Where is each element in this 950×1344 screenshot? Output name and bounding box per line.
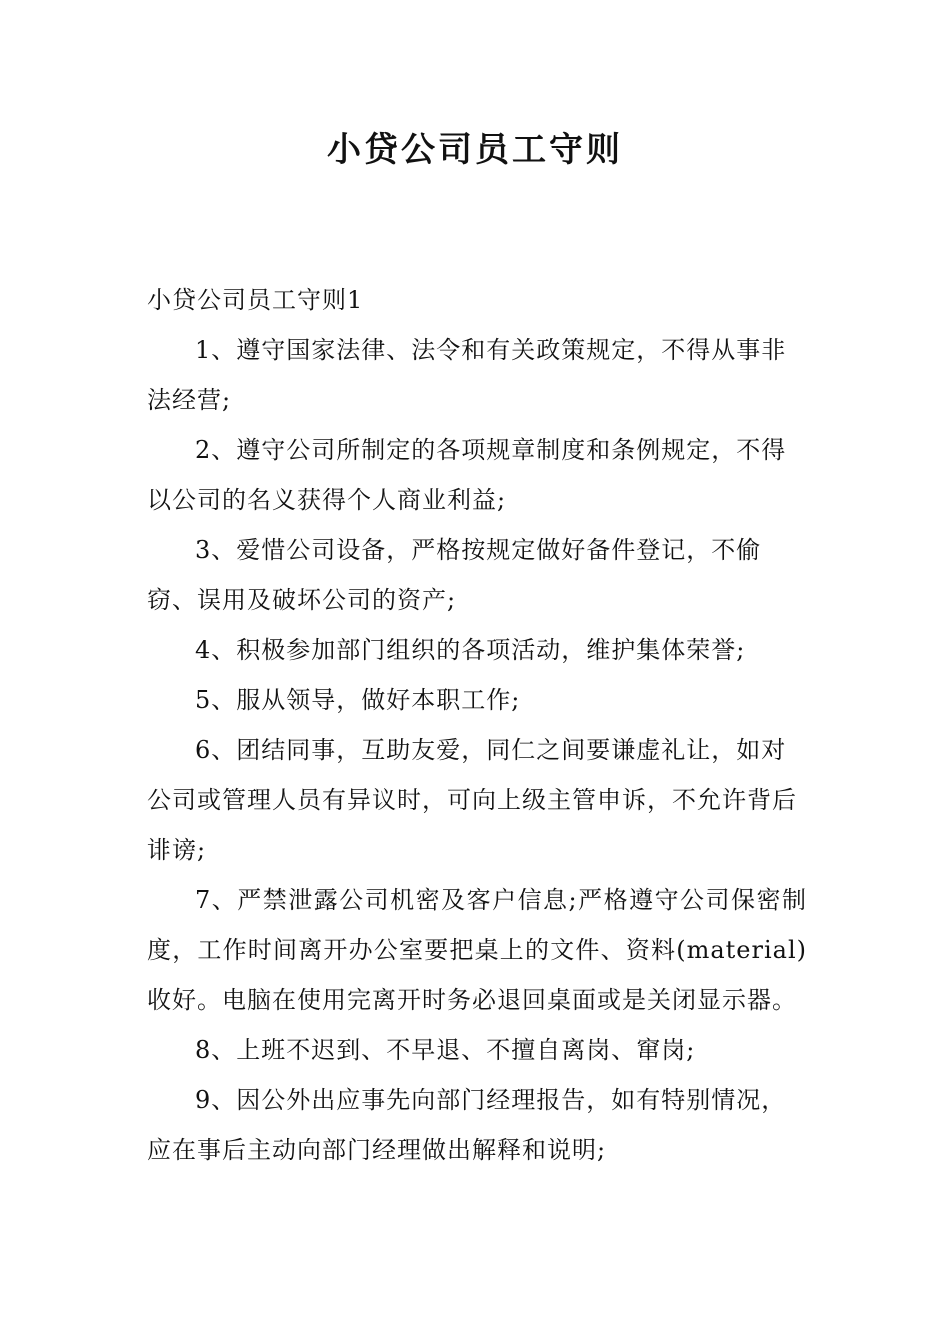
rule-item-4: 4、积极参加部门组织的各项活动，维护集体荣誉; [195,636,746,664]
rule-item-1: 1、遵守国家法律、法令和有关政策规定，不得从事非法经营; [147,336,787,414]
section-subheading: 小贷公司员工守则1 [147,286,364,314]
rule-item-5: 5、服从领导，做好本职工作; [195,686,521,714]
rule-item-7: 7、严禁泄露公司机密及客户信息;严格遵守公司保密制度，工作时间离开办公室要把桌上的文件、资料(material)收好。电脑在使用完离开时务必退回桌面或是关闭显示器。 [147,886,807,1014]
rule-item-2: 2、遵守公司所制定的各项规章制度和条例规定，不得以公司的名义获得个人商业利益; [147,436,787,514]
document-body [147,275,807,1175]
rule-item-9: 9、因公外出应事先向部门经理报告，如有特别情况，应在事后主动向部门经理做出解释和说明; [147,1086,787,1164]
document-title: 小贷公司员工守则 [327,130,623,170]
rule-item-3: 3、爱惜公司设备，严格按规定做好备件登记，不偷窃、误用及破坏公司的资产; [147,536,762,614]
rule-item-8: 8、上班不迟到、不早退、不擅自离岗、窜岗; [195,1036,696,1064]
rule-item-6: 6、团结同事，互助友爱，同仁之间要谦虚礼让，如对公司或管理人员有异议时，可向上级主管申诉，不允许背后诽谤; [147,736,797,864]
